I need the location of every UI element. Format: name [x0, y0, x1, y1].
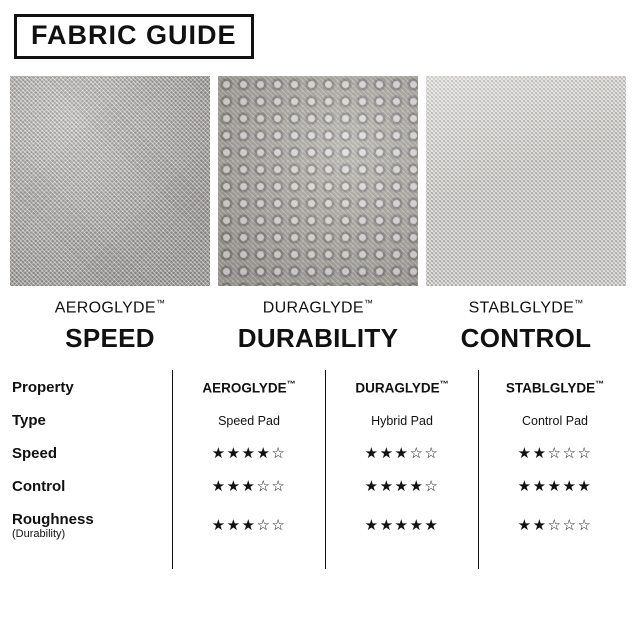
rating-stars: ★★★☆☆: [211, 516, 287, 534]
trademark-icon: ™: [155, 298, 166, 308]
comparison-table-body: [12, 370, 631, 569]
cell-type-aeroglyde: Speed Pad: [173, 404, 326, 437]
cell-roughness-stablglyde: [479, 503, 632, 547]
page-title: FABRIC GUIDE: [31, 20, 237, 50]
table-row: [12, 503, 631, 547]
swatch-row: [0, 59, 640, 354]
header-brand-label-aeroglyde: AEROGLYDE: [202, 380, 287, 396]
swatch-brand-aeroglyde: [10, 298, 210, 317]
header-brand-label-stablglyde: STABLGLYDE: [505, 380, 596, 396]
header-cell-stablglyde: [479, 370, 632, 404]
trademark-icon: ™: [574, 298, 584, 308]
title-box: [14, 14, 254, 59]
title-area: [0, 0, 640, 59]
trademark-icon: ™: [595, 379, 605, 390]
rating-stars: ★★★★★: [364, 516, 440, 534]
table-header-row: [12, 370, 631, 404]
row-label-type: Type: [12, 412, 46, 430]
header-cell-aeroglyde: [173, 370, 326, 404]
cell-type-stablglyde: Control Pad: [479, 404, 632, 437]
row-label-roughness-main: Roughness: [12, 510, 94, 528]
trademark-icon: ™: [363, 298, 374, 308]
rating-stars: ★★☆☆☆: [517, 516, 593, 534]
swatch-column-aeroglyde: [10, 76, 210, 354]
swatch-brand-label-aeroglyde: AEROGLYDE: [54, 299, 156, 317]
row-label-roughness: [12, 503, 173, 547]
cell-type-duraglyde: Hybrid Pad: [326, 404, 479, 437]
swatch-column-stablglyde: [426, 76, 626, 354]
fabric-swatch-image-aeroglyde: [10, 76, 210, 286]
cell-roughness-aeroglyde: [173, 503, 326, 547]
swatch-attribute-duraglyde: DURABILITY: [237, 323, 399, 354]
rating-stars: ★★☆☆☆: [517, 445, 593, 463]
table-row: [12, 404, 631, 437]
swatch-column-duraglyde: [218, 76, 418, 354]
divider-line-1: [173, 547, 326, 569]
rating-stars: ★★★☆☆: [211, 478, 287, 496]
table-row: [12, 470, 631, 503]
row-label-control: Control: [12, 478, 66, 496]
row-label-speed: Speed: [12, 445, 58, 463]
trademark-icon: ™: [439, 379, 449, 390]
fabric-swatch-image-duraglyde: [218, 76, 418, 286]
table-divider-extension-row: [12, 547, 631, 569]
fabric-swatch-image-stablglyde: [426, 76, 626, 286]
table-row: [12, 437, 631, 470]
swatch-brand-label-stablglyde: STABLGLYDE: [468, 299, 575, 317]
divider-line-2: [326, 547, 479, 569]
cell-speed-duraglyde: [326, 437, 479, 470]
cell-speed-stablglyde: [479, 437, 632, 470]
divider-line-3: [479, 547, 632, 569]
rating-stars: ★★★★☆: [364, 478, 440, 496]
header-cell-property: Property: [12, 378, 74, 396]
cell-control-aeroglyde: [173, 470, 326, 503]
rating-stars: ★★★★★: [517, 478, 593, 496]
rating-stars: ★★★☆☆: [364, 445, 440, 463]
header-brand-label-duraglyde: DURAGLYDE: [355, 380, 440, 396]
cell-roughness-duraglyde: [326, 503, 479, 547]
cell-control-stablglyde: [479, 470, 632, 503]
header-cell-duraglyde: [326, 370, 479, 404]
swatch-brand-label-duraglyde: DURAGLYDE: [262, 299, 364, 317]
cell-speed-aeroglyde: [173, 437, 326, 470]
swatch-attribute-stablglyde: CONTROL: [460, 323, 592, 354]
swatch-attribute-aeroglyde: SPEED: [65, 323, 155, 354]
trademark-icon: ™: [286, 379, 296, 390]
row-label-roughness-sub: (Durability): [12, 527, 66, 540]
rating-stars: ★★★★☆: [211, 445, 287, 463]
swatch-brand-duraglyde: [218, 298, 418, 317]
swatch-brand-stablglyde: [426, 298, 626, 317]
cell-control-duraglyde: [326, 470, 479, 503]
divider-spacer: [12, 547, 173, 569]
comparison-table: [12, 370, 631, 569]
